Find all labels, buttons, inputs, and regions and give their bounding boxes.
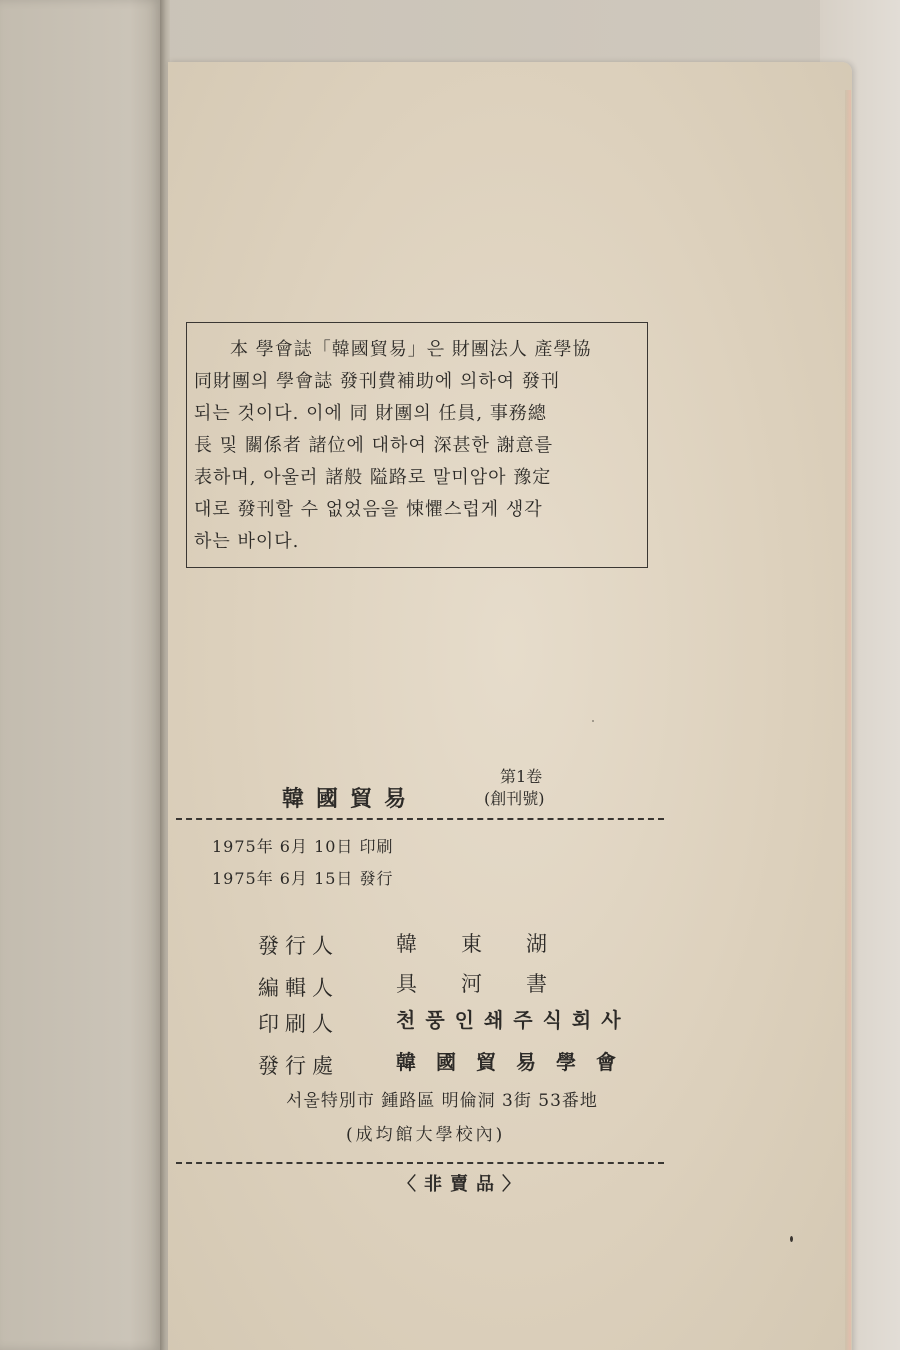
notice-line-5: 表하며, 아울러 諸般 隘路로 말미암아 豫定	[194, 467, 552, 488]
issue-label: (創刊號)	[484, 789, 545, 808]
left-page	[0, 0, 162, 1350]
printer-name: 천풍인쇄주식회사	[396, 1008, 631, 1032]
notice-line-3: 되는 것이다. 이에 同 財團의 任員, 事務總	[194, 403, 547, 424]
paper-speck	[592, 720, 594, 722]
print-date: 1975年 6月 10日 印刷	[212, 837, 394, 856]
not-for-sale-label: 〈非賣品〉	[398, 1174, 528, 1195]
publish-date: 1975年 6月 15日 發行	[212, 869, 394, 888]
colophon-page	[168, 62, 852, 1350]
publisher-label: 發行人	[258, 934, 339, 958]
issuer-name: 韓國貿易學會	[396, 1050, 636, 1074]
editor-label: 編輯人	[258, 976, 339, 1000]
notice-line-6: 대로 發刊할 수 없었음을 悚懼스럽게 생각	[194, 499, 543, 520]
printer-label: 印刷人	[258, 1012, 339, 1036]
notice-line-1: 本 學會誌「韓國貿易」은 財團法人 產學協	[230, 339, 592, 360]
notice-line-7: 하는 바이다.	[194, 531, 300, 552]
address-note: (成均館大學校內)	[346, 1125, 506, 1145]
publisher-name: 韓東湖	[396, 932, 591, 956]
divider-top	[176, 818, 664, 820]
journal-title: 韓國貿易	[282, 786, 419, 812]
page-edge	[845, 90, 851, 1350]
editor-name: 具河書	[396, 972, 591, 996]
issuer-label: 發行處	[258, 1054, 339, 1078]
volume-label: 第1卷	[500, 767, 543, 786]
paper-speck	[790, 1236, 793, 1242]
notice-line-4: 長 및 關係者 諸位에 대하여 深甚한 謝意를	[194, 435, 554, 456]
divider-bottom	[176, 1162, 664, 1164]
notice-line-2: 同財團의 學會誌 發刊費補助에 의하여 發刊	[194, 371, 560, 392]
address: 서울特別市 鍾路區 明倫洞 3街 53番地	[286, 1091, 598, 1111]
